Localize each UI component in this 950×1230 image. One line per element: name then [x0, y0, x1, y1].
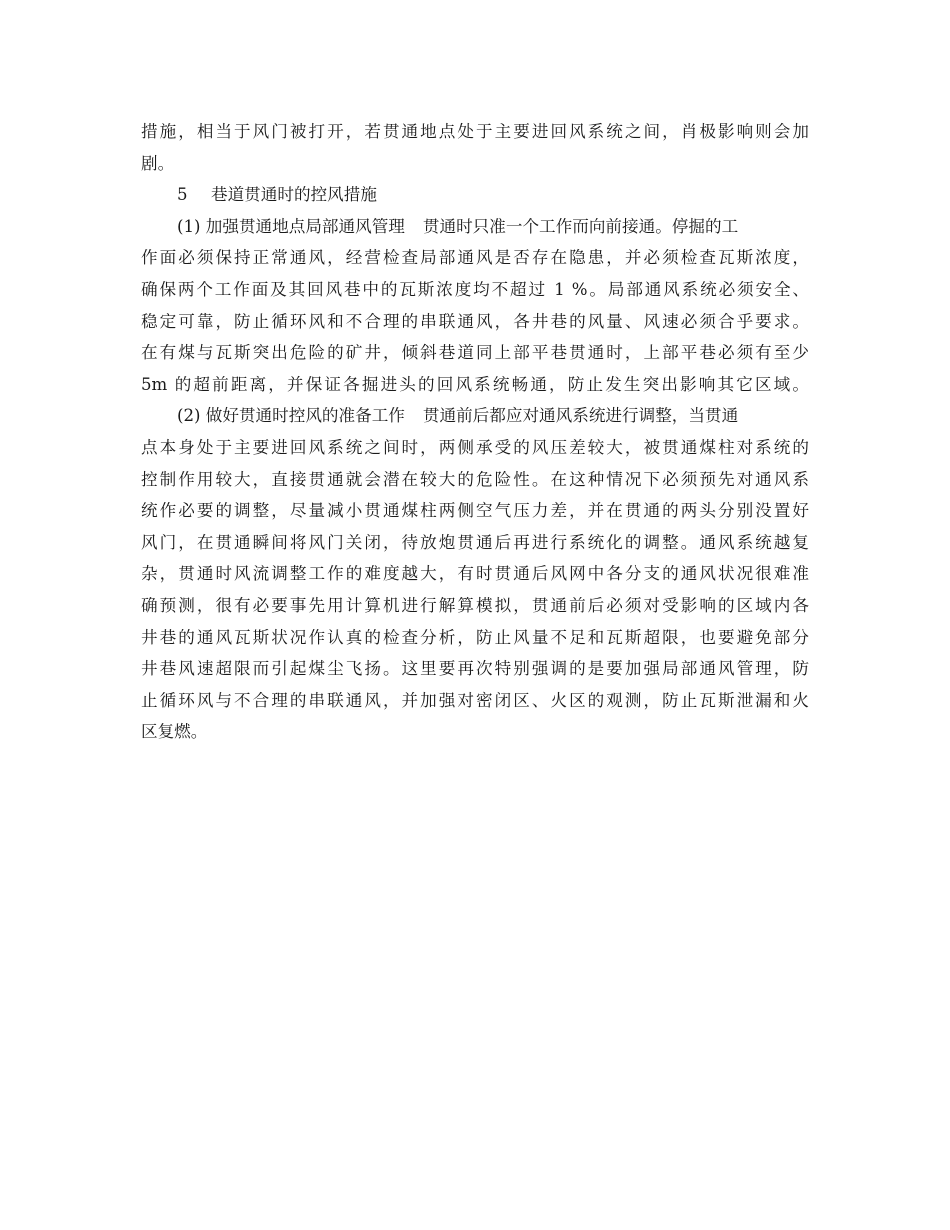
item1-first-line-text: 贯通时只准一个工作而向前接通。停掘的工 [422, 216, 739, 236]
item1-line-1: 作面必须保持正常通风，经营检查局部通风是否存在隐患，并必须检查瓦斯浓度， [141, 248, 809, 268]
document-body [141, 116, 809, 748]
item2-line-5: 杂，贯通时风流调整工作的难度越大，有时贯通后风网中各分支的通风状况很难准 [141, 564, 809, 584]
item2-line-9: 止循环风与不合理的串联通风，并加强对密闭区、火区的观测，防止瓦斯泄漏和火 [141, 690, 809, 710]
section-number: 5 [177, 185, 188, 205]
item1-line-2: 确保两个工作面及其回风巷中的瓦斯浓度均不超过 1 %。局部通风系统必须安全、 [141, 279, 809, 299]
section-title: 巷道贯通时的控风措施 [211, 185, 377, 205]
section-heading [141, 179, 809, 211]
item1-first-line [141, 211, 809, 243]
intro-line-1: 措施，相当于风门被打开，若贯通地点处于主要进回风系统之间，肖极影响则会加 [141, 122, 809, 141]
item2-first-line-text: 贯通前后都应对通风系统进行调整，当贯通 [422, 406, 739, 426]
item2-line-6: 确预测，很有必要事先用计算机进行解算模拟，贯通前后必须对受影响的区域内各 [141, 595, 809, 615]
item2-line-4: 风门，在贯通瞬间将风门关闭，待放炮贯通后再进行系统化的调整。通风系统越复 [141, 532, 809, 552]
item1-label: (1) 加强贯通地点局部通风管理 [177, 216, 405, 236]
intro-line-2: 剧。 [141, 153, 175, 173]
item2-line-8: 井巷风速超限而引起煤尘飞扬。这里要再次特别强调的是要加强局部通风管理，防 [141, 659, 809, 679]
item2-line-10: 区复燃。 [141, 722, 208, 742]
item1-line-4: 在有煤与瓦斯突出危险的矿井，倾斜巷道同上部平巷贯通时，上部平巷必须有至少 [141, 343, 809, 363]
item2-first-line [141, 400, 809, 432]
item2-label: (2) 做好贯通时控风的准备工作 [177, 406, 405, 426]
item2-line-2: 控制作用较大，直接贯通就会潜在较大的危险性。在这种情况下必须预先对通风系 [141, 469, 809, 489]
item2-line-7: 井巷的通风瓦斯状况作认真的检查分析，防止风量不足和瓦斯超限，也要避免部分 [141, 627, 809, 647]
item2-line-1: 点本身处于主要进回风系统之间时，两侧承受的风压差较大，被贯通煤柱对系统的 [141, 437, 809, 457]
item1-line-5: 5m 的超前距离，并保证各掘进头的回风系统畅通，防止发生突出影响其它区域。 [141, 374, 809, 394]
item1-line-3: 稳定可靠，防止循环风和不合理的串联通风，各井巷的风量、风速必须合乎要求。 [141, 311, 809, 331]
item2-line-3: 统作必要的调整，尽量减小贯通煤柱两侧空气压力差，并在贯通的两头分别没置好 [141, 501, 809, 521]
